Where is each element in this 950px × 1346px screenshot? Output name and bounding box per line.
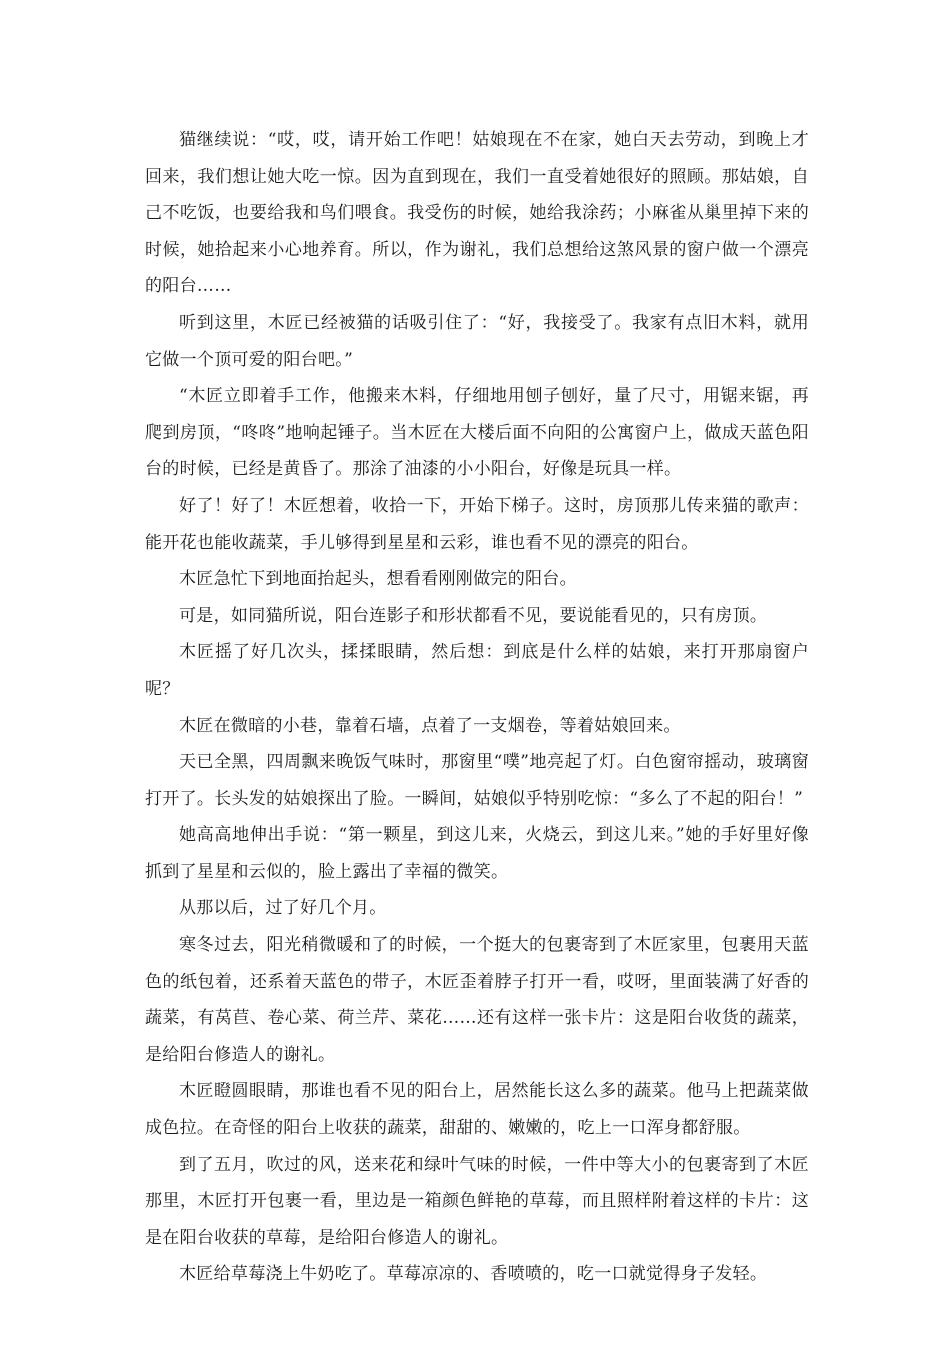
paragraph: 听到这里，木匠已经被猫的话吸引住了：“好，我接受了。我家有点旧木料，就用它做一个顶可爱的阳台吧。”	[145, 312, 809, 370]
paragraph: 木匠急忙下到地面抬起头，想看看刚刚做完的阳台。	[179, 569, 577, 590]
paragraph: 天已全黑，四周飘来晚饭气味时，那窗里“噗”地亮起了灯。白色窗帘摇动，玻璃窗打开了。长头发的姑娘探出了脸。一瞬间，姑娘似乎特别吃惊：“多么了不起的阳台！”	[145, 752, 809, 809]
paragraph: 木匠瞪圆眼睛，那谁也看不见的阳台上，居然能长这么多的蔬菜。他马上把蔬菜做成色拉。在奇怪的阳台上收获的蔬菜，甜甜的、嫩嫩的，吃上一口浑身都舒服。	[145, 1081, 809, 1139]
paragraph: 寒冬过去，阳光稍微暖和了的时候，一个挺大的包裹寄到了木匠家里，包裹用天蓝色的纸包着，还系着天蓝色的带子，木匠歪着脖子打开一看，哎呀，里面装满了好香的蔬菜，有莴苣、卷心菜、荷兰芹、菜花……还有这样一张卡片：这是阳台收货的蔬菜，是给阳台修造人的谢礼。	[145, 935, 809, 1065]
paragraph: 好了！好了！木匠想着，收拾一下，开始下梯子。这时，房顶那儿传来猫的歌声：能开花也能收蔬菜，手儿够得到星星和云彩，谁也看不见的漂亮的阳台。	[145, 495, 809, 553]
paragraph: 木匠给草莓浇上牛奶吃了。草莓凉凉的、香喷喷的，吃一口就觉得身子发轻。	[179, 1264, 768, 1285]
paragraph: 从那以后，过了好几个月。	[179, 898, 387, 919]
paragraph: 到了五月，吹过的风，送来花和绿叶气味的时候，一件中等大小的包裹寄到了木匠那里，木匠打开包裹一看，里边是一箱颜色鲜艳的草莓，而且照样附着这样的卡片：这是在阳台收获的草莓，是给阳台修造人的谢礼。	[145, 1154, 809, 1248]
paragraph: 猫继续说：“哎，哎，请开始工作吧！姑娘现在不在家，她白天去劳动，到晚上才回来，我们想让她大吃一惊。因为直到现在，我们一直受着她很好的照顾。那姑娘，自己不吃饭，也要给我和鸟们喂食。我受伤的时候，她给我涂药；小麻雀从巢里掉下来的时候，她拾起来小心地养育。所以，作为谢礼，我们总想给这煞风景的窗户做一个漂亮的阳台……	[145, 130, 809, 297]
story-text	[145, 122, 809, 1293]
paragraph: 她高高地伸出手说：“第一颗星，到这儿来，火烧云，到这儿来。”她的手好里好像抓到了星星和云似的，脸上露出了幸福的微笑。	[145, 825, 809, 882]
paragraph: 木匠在微暗的小巷，靠着石墙，点着了一支烟卷，等着姑娘回来。	[179, 715, 681, 736]
paragraph: 木匠摇了好几次头，揉揉眼睛，然后想：到底是什么样的姑娘，来打开那扇窗户呢？	[145, 642, 809, 699]
paragraph: 可是，如同猫所说，阳台连影子和形状都看不见，要说能看见的，只有房顶。	[179, 605, 768, 626]
paragraph: “木匠立即着手工作，他搬来木料，仔细地用刨子刨好，量了尺寸，用锯来锯，再爬到房顶，“咚咚”地响起锤子。当木匠在大楼后面不向阳的公寓窗户上，做成天蓝色阳台的时候，已经是黄昏了。那涂了油漆的小小阳台，好像是玩具一样。	[145, 386, 809, 480]
